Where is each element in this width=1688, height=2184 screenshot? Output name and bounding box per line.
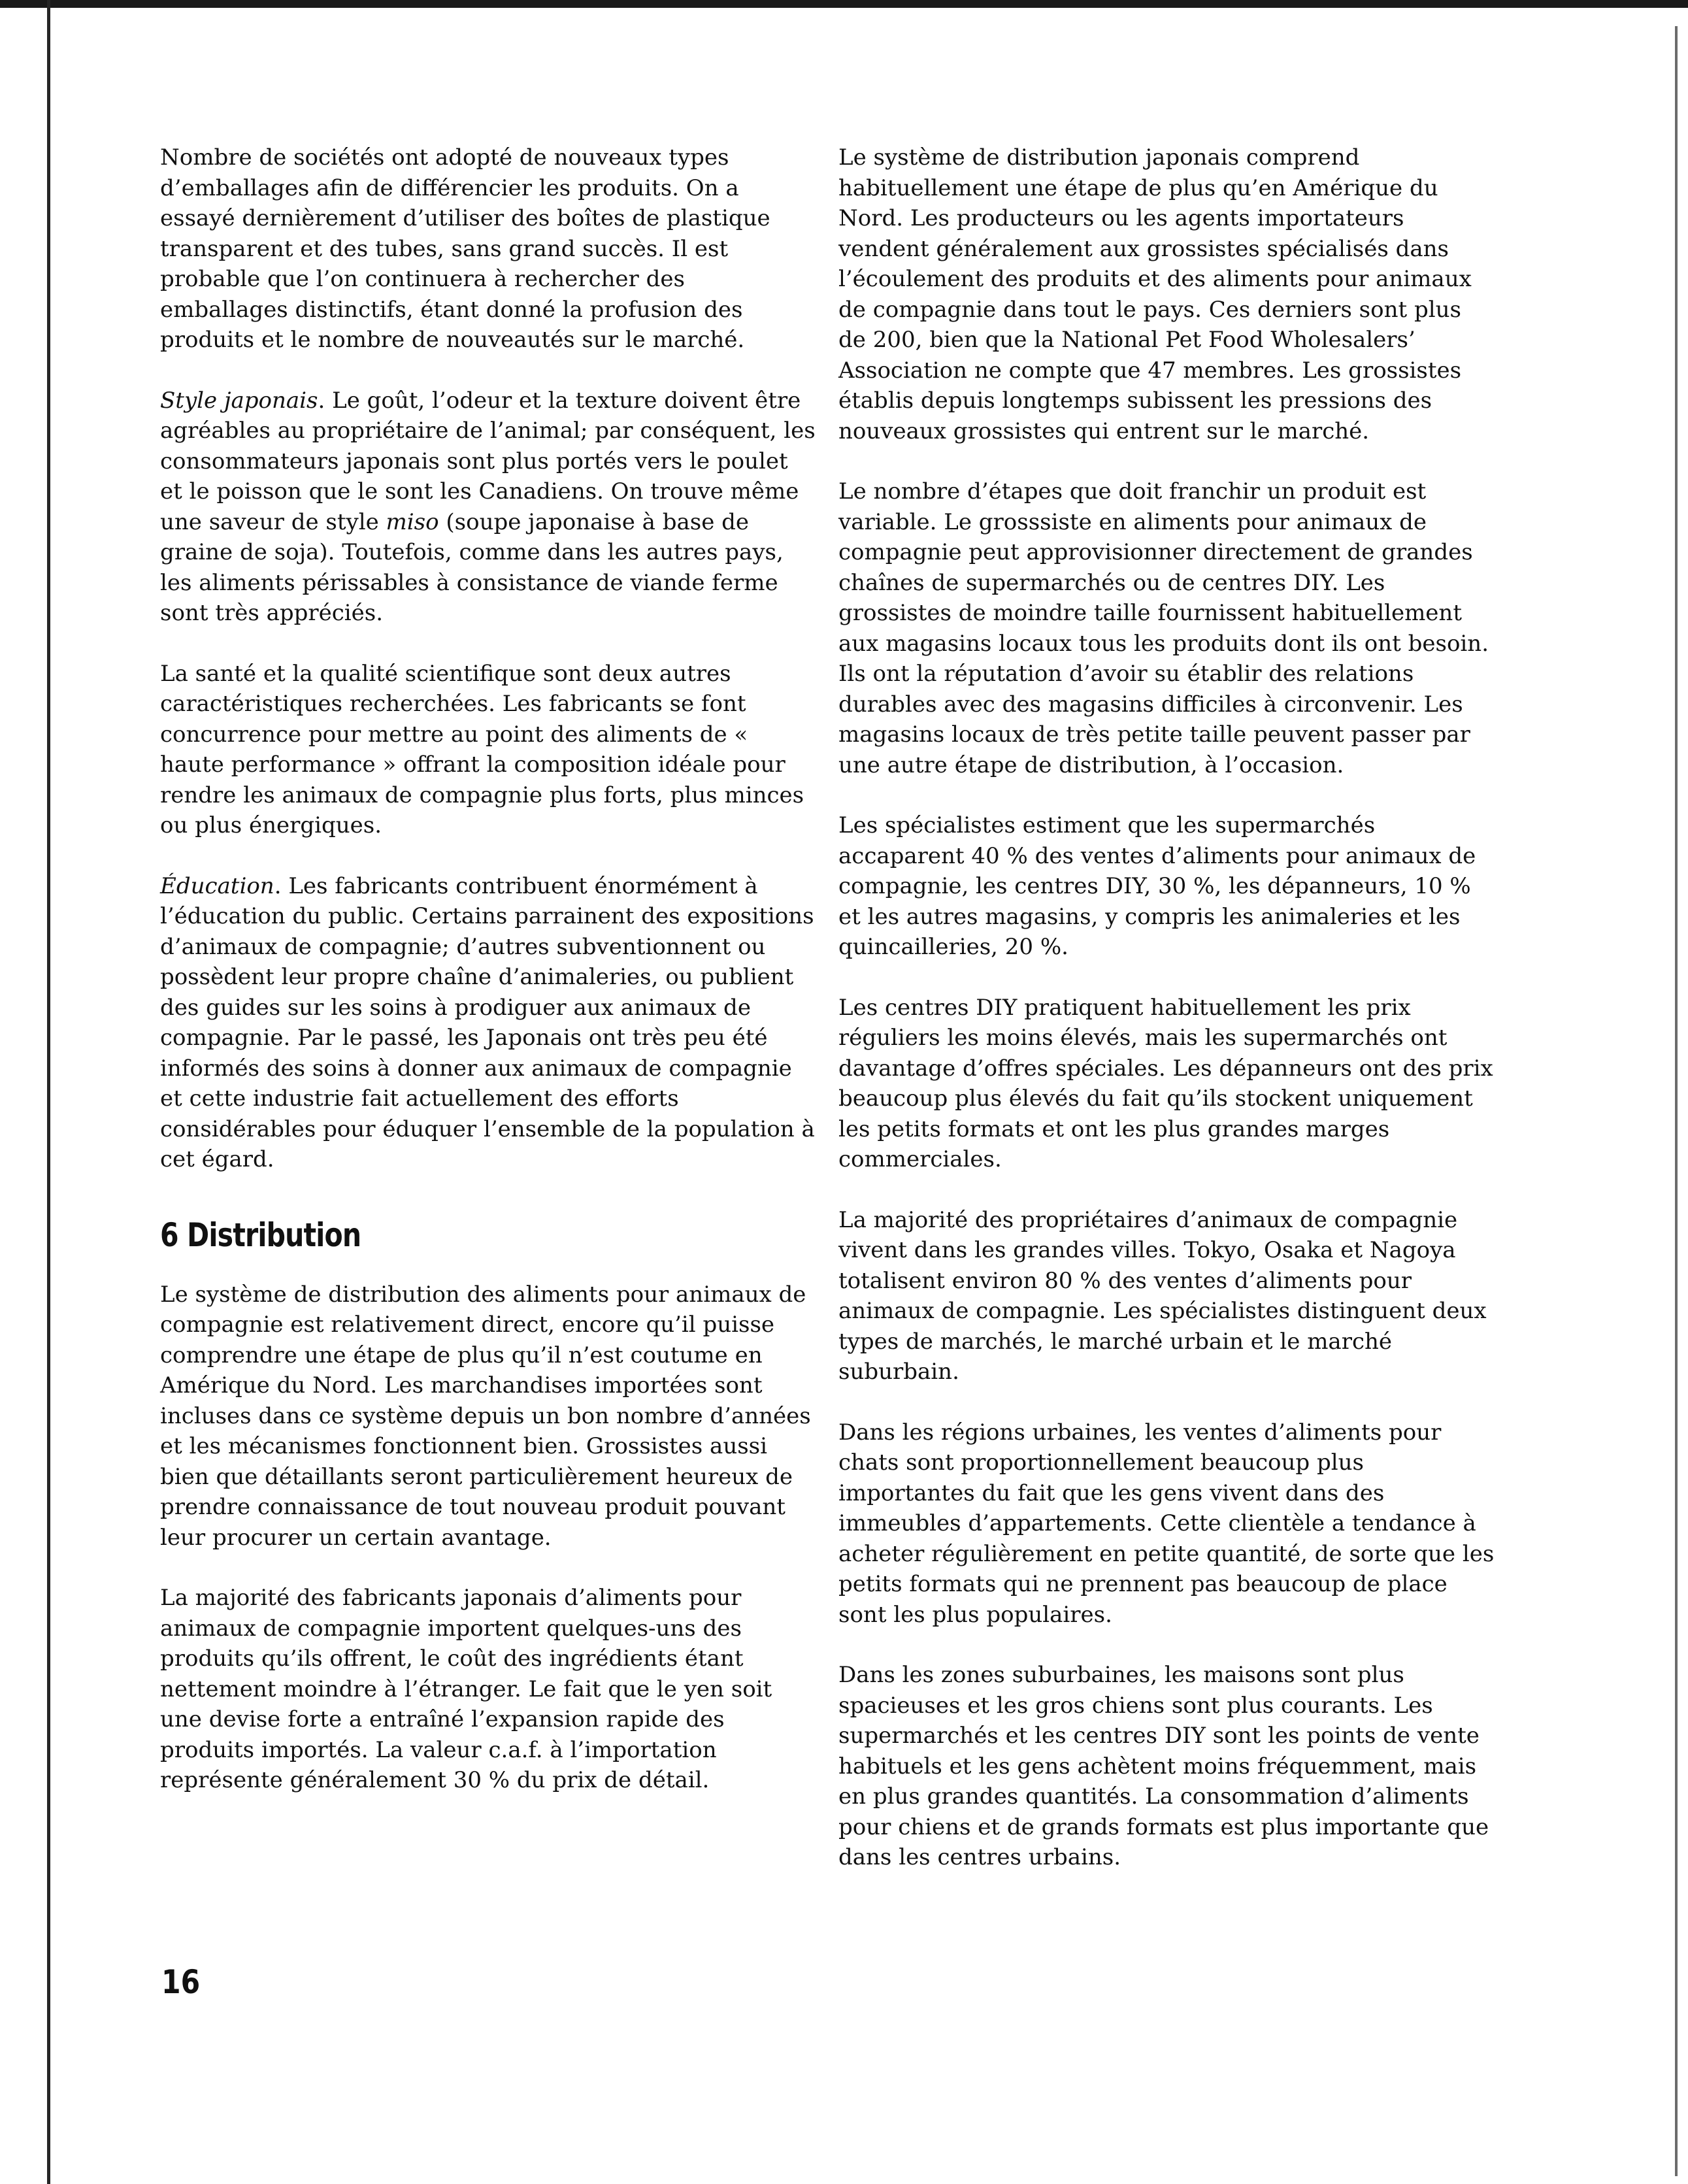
page-number: 16	[161, 1963, 201, 2001]
paragraph-suburban-zones: Dans les zones suburbaines, les maisons sont plus spacieuses et les gros chiens sont plus courants. Les supermarchés et les centres DIY sont les points de vente habituels et les gens achètent moins fréquemment, mais en plus grandes quantités. La consommation d’aliments pour chiens et de grands formats est plus importante que dans les centres urbains.	[838, 1662, 1489, 1870]
paragraph-urban-owners: La majorité des propriétaires d’animaux de compagnie vivent dans les grandes villes. Tokyo, Osaka et Nagoya totalisent environ 80 % des ventes d’aliments pour animaux de compagnie. Les spécialistes distinguent deux types de marchés, le marché urbain et le marché suburbain.	[838, 1206, 1487, 1385]
paragraph-japanese-style	[160, 386, 816, 629]
scan-edge-right	[1675, 26, 1678, 2176]
left-column	[160, 142, 816, 1826]
lead-education: Éducation	[160, 872, 274, 899]
scan-edge-top	[0, 0, 1688, 8]
japanese-style-text-end: (soupe japonaise à base de graine de soja). Toutefois, comme dans les autres pays, les aliments périssables à consistance de viande ferme sont très appréciés.	[160, 508, 784, 626]
paragraph-market-shares: Les spécialistes estiment que les supermarchés accaparent 40 % des ventes d’aliments pour animaux de compagnie, les centres DIY, 30 %, les dépanneurs, 10 % et les autres magasins, y compris les animaleries et les quincailleries, 20 %.	[838, 812, 1476, 960]
paragraph-importers: La majorité des fabricants japonais d’aliments pour animaux de compagnie importent quelques-uns des produits qu’ils offrent, le coût des ingrédients étant nettement moindre à l’étranger. Le fait que le yen soit une devise forte a entraîné l’expansion rapide des produits importés. La valeur c.a.f. à l’importation représente généralement 30 % du prix de détail.	[160, 1585, 772, 1793]
education-text: . Les fabricants contribuent énormément à l’éducation du public. Certains parrainent des expositions d’animaux de compagnie; d’autres subventionnent ou possèdent leur propre chaîne d’animaleries, ou publient des guides sur les soins à prodiguer aux animaux de compagnie. Par le passé, les Japonais ont très peu été informés des soins à donner aux animaux de compagnie et cette industrie fait actuellement des efforts considérables pour éduquer l’ensemble de la population à cet égard.	[160, 872, 815, 1172]
section-heading-distribution: 6 Distribution	[160, 1216, 361, 1254]
right-column	[838, 142, 1495, 1903]
paragraph-urban-regions: Dans les régions urbaines, les ventes d’aliments pour chats sont proportionnellement beaucoup plus importantes du fait que les gens vivent dans des immeubles d’appartements. Cette clientèle a tendance à acheter régulièrement en petite quantité, de sorte que les petits formats qui ne prennent pas beaucoup de place sont les plus populaires.	[838, 1419, 1495, 1628]
paragraph-distribution-system: Le système de distribution des aliments pour animaux de compagnie est relativement direct, encore qu’il puisse comprendre une étape de plus qu’il n’est coutume en Amérique du Nord. Les marchandises importées sont incluses dans ce système depuis un bon nombre d’années et les mécanismes fonctionnent bien. Grossistes aussi bien que détaillants seront particulièrement heureux de prendre connaissance de tout nouveau produit pouvant leur procurer un certain avantage.	[160, 1281, 811, 1551]
miso-term: miso	[386, 508, 439, 535]
paragraph-education	[160, 871, 816, 1175]
paragraph-pricing: Les centres DIY pratiquent habituellement les prix réguliers les moins élevés, mais les supermarchés ont davantage d’offres spéciales. Les dépanneurs ont des prix beaucoup plus élevés du fait qu’ils stockent uniquement les petits formats et ont les plus grandes marges commerciales.	[838, 994, 1493, 1172]
paragraph-wholesalers: Le système de distribution japonais comprend habituellement une étape de plus qu’en Amérique du Nord. Les producteurs ou les agents importateurs vendent généralement aux grossistes spécialisés dans l’écoulement des produits et des aliments pour animaux de compagnie dans tout le pays. Ces derniers sont plus de 200, bien que la National Pet Food Wholesalers’ Association ne compte que 47 membres. Les grossistes établis depuis longtemps subissent les pressions des nouveaux grossistes qui entrent sur le marché.	[838, 144, 1472, 444]
lead-style-japonais: Style japonais	[160, 387, 318, 414]
paragraph-packaging: Nombre de sociétés ont adopté de nouveaux types d’emballages afin de différencier les produits. On a essayé dernièrement d’utiliser des boîtes de plastique transparent et des tubes, sans grand succès. Il est probable que l’on continuera à rechercher des emballages distinctifs, étant donné la profusion des produits et le nombre de nouveautés sur le marché.	[160, 144, 770, 353]
japanese-style-text: . Le goût, l’odeur et la texture doivent être agréables au propriétaire de l’animal; par conséquent, les consommateurs japonais sont plus portés vers le poulet et le poisson que le sont les Canadiens. On trouve même une saveur de style	[160, 387, 816, 535]
paragraph-distribution-steps: Le nombre d’étapes que doit franchir un produit est variable. Le grosssiste en aliments pour animaux de compagnie peut approvisionner directement de grandes chaînes de supermarchés ou de centres DIY. Les grossistes de moindre taille fournissent habituellement aux magasins locaux tous les produits dont ils ont besoin. Ils ont la réputation d’avoir su établir des relations durables avec des magasins difficiles à circonvenir. Les magasins locaux de très petite taille peuvent passer par une autre étape de distribution, à l’occasion.	[838, 478, 1489, 778]
paragraph-health-quality: La santé et la qualité scientifique sont deux autres caractéristiques recherchées. Les fabricants se font concurrence pour mettre au point des aliments de « haute performance » offrant la composition idéale pour rendre les animaux de compagnie plus forts, plus minces ou plus énergiques.	[160, 660, 804, 838]
scan-edge-left	[47, 0, 50, 2184]
